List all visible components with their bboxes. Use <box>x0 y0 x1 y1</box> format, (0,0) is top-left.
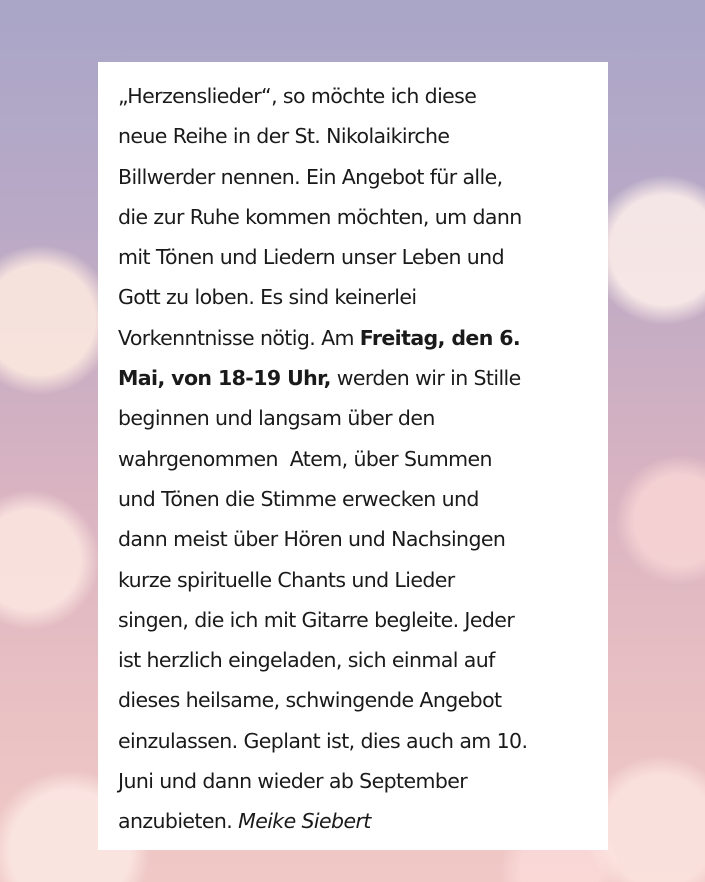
text-line <box>118 358 608 398</box>
text-line: ist herzlich eingeladen, sich einmal auf <box>118 648 495 673</box>
author-signature: Meike Siebert <box>238 809 371 834</box>
text-line: „Herzenslieder“, so möchte ich diese <box>118 84 477 108</box>
event-time-highlight: Mai, von 18-19 Uhr, <box>118 366 331 391</box>
text-line: neue Reihe in der St. Nikolaikirche <box>118 124 450 149</box>
text-line: die zur Ruhe kommen möchten, um dann <box>118 204 522 229</box>
text-line <box>118 801 608 841</box>
text-line: dann meist über Hören und Nachsingen <box>118 527 506 552</box>
text-line: beginnen und langsam über den <box>118 406 435 431</box>
text-line: kurze spirituelle Chants und Lieder <box>118 567 455 592</box>
text-line: wahrgenommen Atem, über Summen <box>118 446 492 471</box>
text-segment: Vorkenntnisse nötig. Am <box>118 325 360 350</box>
text-line: Gott zu loben. Es sind keinerlei <box>118 285 417 310</box>
text-segment: anzubieten. <box>118 809 239 834</box>
text-segment: werden wir in Stille <box>330 366 521 391</box>
text-line: und Tönen die Stimme erwecken und <box>118 486 479 511</box>
event-date-highlight: Freitag, den 6. <box>359 325 521 350</box>
text-line: dieses heilsame, schwingende Angebot <box>118 688 502 713</box>
text-line: mit Tönen und Liedern unser Leben und <box>118 245 504 270</box>
article-body <box>118 76 608 842</box>
text-line: Juni und dann wieder ab September <box>118 769 468 794</box>
text-card <box>98 62 608 850</box>
text-line: Billwerder nennen. Ein Angebot für alle, <box>118 164 503 189</box>
text-line <box>118 318 608 358</box>
text-line: einzulassen. Geplant ist, dies auch am 10. <box>118 728 528 753</box>
text-line: singen, die ich mit Gitarre begleite. Jeder <box>118 607 515 632</box>
